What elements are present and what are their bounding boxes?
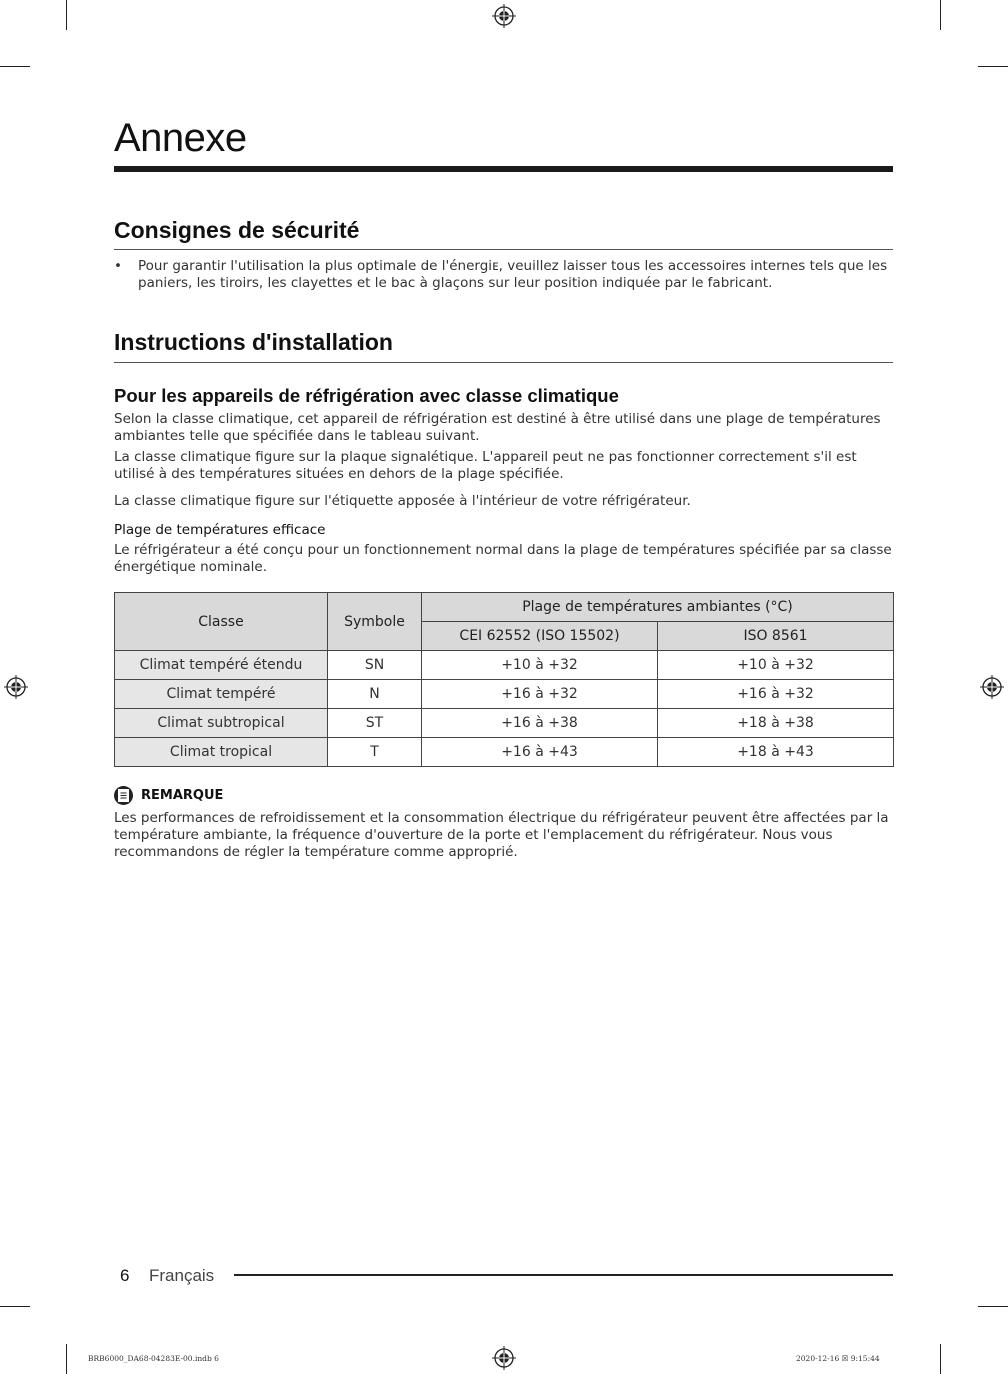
table-row	[115, 738, 894, 767]
crop-mark	[940, 1344, 941, 1374]
table-cell-class: Climat subtropical	[115, 709, 328, 738]
table-cell-class: Climat tempéré	[115, 680, 328, 709]
bullet-icon: •	[114, 258, 122, 274]
table-cell-iso: +18 à +38	[658, 709, 894, 738]
table-cell-cei: +16 à +32	[422, 680, 658, 709]
registration-mark-icon	[492, 4, 516, 28]
climate-class-table	[114, 592, 894, 767]
registration-mark-icon	[980, 675, 1004, 699]
page-title: Annexe	[114, 116, 247, 160]
crop-mark	[66, 0, 67, 30]
table-cell-iso: +16 à +32	[658, 680, 894, 709]
crop-mark	[0, 1306, 30, 1307]
table-row	[115, 680, 894, 709]
table-cell-cei: +10 à +32	[422, 651, 658, 680]
table-cell-cei: +16 à +43	[422, 738, 658, 767]
table-cell-symbol: SN	[328, 651, 422, 680]
table-header-cei: CEI 62552 (ISO 15502)	[422, 622, 658, 651]
page-number: 6	[120, 1266, 130, 1285]
table-header-range: Plage de températures ambiantes (°C)	[422, 593, 894, 622]
table-cell-symbol: T	[328, 738, 422, 767]
crop-mark	[978, 1306, 1008, 1307]
section-title-safety: Consignes de sécurité	[114, 217, 360, 243]
table-cell-symbol: ST	[328, 709, 422, 738]
range-label: Plage de températures efficace	[114, 522, 326, 538]
crop-mark	[978, 66, 1008, 67]
paragraph: La classe climatique figure sur la plaque signalétique. L'appareil peut ne pas fonctionner correctement s'il est utilisé à des températures situées en dehors de la plage spécifiée.	[114, 449, 857, 482]
table-header-class: Classe	[115, 593, 328, 651]
table-row	[115, 709, 894, 738]
footer-language: Français	[149, 1266, 215, 1285]
title-rule	[114, 166, 893, 172]
table-row	[115, 651, 894, 680]
crop-mark	[66, 1344, 67, 1374]
section-rule	[114, 362, 893, 363]
print-slug-date: 2020-12-16 ☒ 9:15:44	[796, 1354, 880, 1363]
list-item	[114, 258, 893, 292]
crop-mark	[940, 0, 941, 30]
paragraph: Le réfrigérateur a été conçu pour un fonctionnement normal dans la plage de températures spécifiée par sa classe énergétique nominale.	[114, 542, 892, 575]
note-text: Les performances de refroidissement et la consommation électrique du réfrigérateur peuvent être affectées par la température ambiante, la fréquence d'ouverture de la porte et l'emplacement du réfrigérateur. Nous vous recommandons de régler la température comme approprié.	[114, 810, 889, 860]
table-cell-symbol: N	[328, 680, 422, 709]
paragraph: La classe climatique figure sur l'étiquette apposée à l'intérieur de votre réfrigérateur.	[114, 493, 691, 509]
print-slug-file: BRB6000_DA68-04283E-00.indb 6	[88, 1354, 219, 1363]
subsection-title: Pour les appareils de réfrigération avec classe climatique	[114, 385, 619, 406]
table-header-symbol: Symbole	[328, 593, 422, 651]
registration-mark-icon	[492, 1346, 516, 1370]
table-cell-class: Climat tropical	[115, 738, 328, 767]
section-title-installation: Instructions d'installation	[114, 329, 393, 355]
registration-mark-icon	[4, 675, 28, 699]
bullet-text: Pour garantir l'utilisation la plus optimale de l'énergiᴇ, veuillez laisser tous les accessoires internes tels que les paniers, les tiroirs, les clayettes et le bac à glaçons sur leur position indiquée par le fabricant.	[138, 258, 888, 291]
table-header-iso: ISO 8561	[658, 622, 894, 651]
paragraph: Selon la classe climatique, cet appareil de réfrigération est destiné à être utilisé dans une plage de températures ambiantes telle que spécifiée dans le tableau suivant.	[114, 411, 881, 444]
footer-rule	[234, 1274, 893, 1276]
table-cell-iso: +10 à +32	[658, 651, 894, 680]
table-cell-cei: +16 à +38	[422, 709, 658, 738]
note-label: REMARQUE	[141, 788, 224, 803]
section-rule	[114, 249, 893, 250]
table-cell-iso: +18 à +43	[658, 738, 894, 767]
crop-mark	[0, 66, 30, 67]
table-cell-class: Climat tempéré étendu	[115, 651, 328, 680]
note-heading	[114, 786, 223, 805]
note-icon	[114, 786, 133, 805]
